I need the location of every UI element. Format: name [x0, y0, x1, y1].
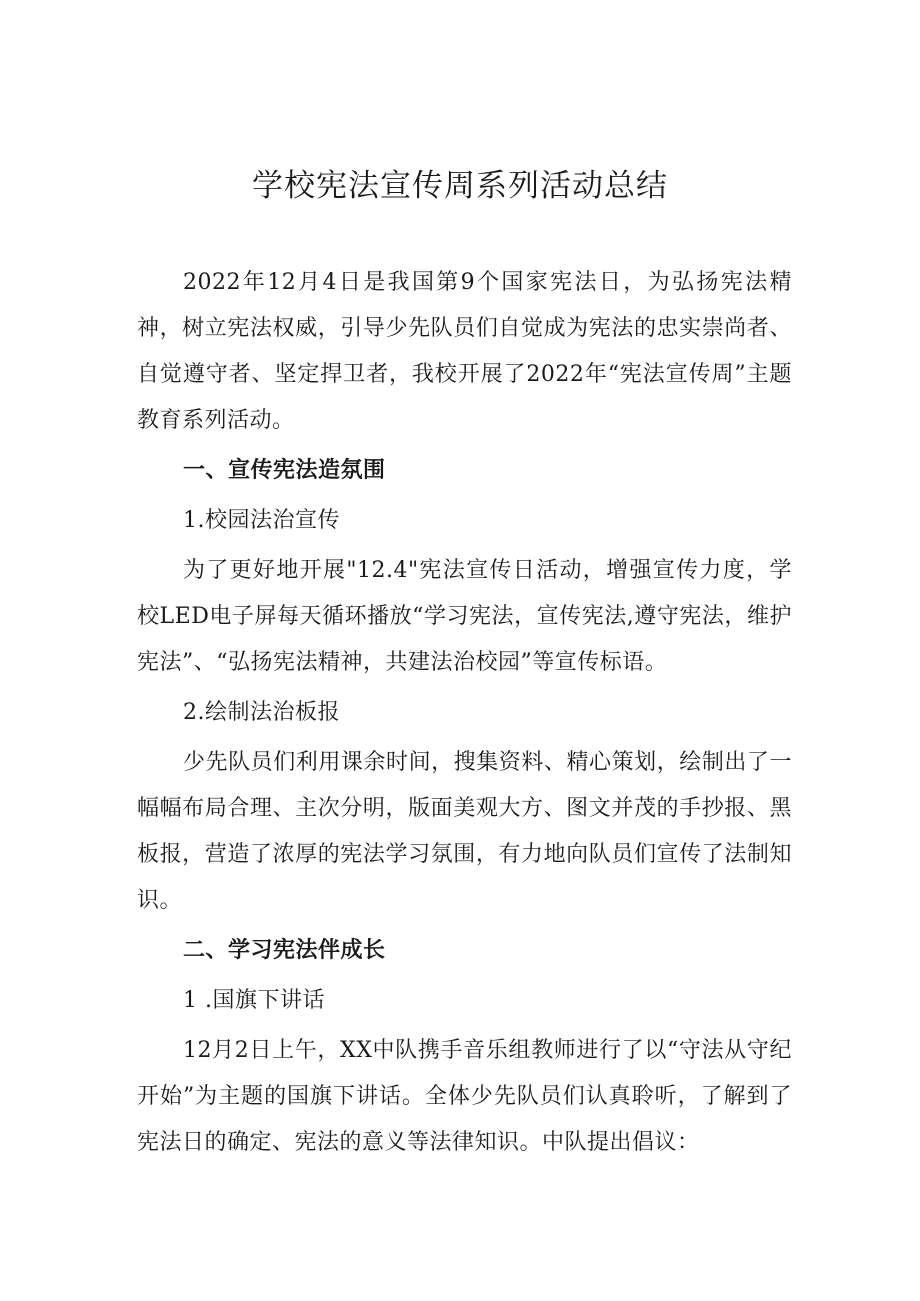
section1-sub2-title: 2.绘制法治板报: [183, 700, 340, 725]
intro-paragraph: 2022年12月4日是我国第9个国家宪法日，为弘扬宪法精神，树立宪法权威，引导少先队员们自觉成为宪法的忠实崇尚者、自觉遵守者、坚定捍卫者，我校开展了2022年“宪法宣传周”主题教育系列活动。: [137, 270, 792, 433]
section2-heading: 二、学习宪法伴成长: [183, 938, 386, 963]
section1-sub1-title: 1.校园法治宣传: [183, 508, 340, 533]
section1-sub1-paragraph: 为了更好地开展"12.4"宪法宣传日活动，增强宣传力度，学校LED电子屏每天循环播放“学习宪法，宣传宪法,遵守宪法，维护宪法”、“弘扬宪法精神，共建法治校园”等宣传标语。: [137, 558, 792, 675]
document-title: 学校宪法宣传周系列活动总结: [252, 168, 668, 204]
section2-sub1-paragraph: 12月2日上午，XX中队携手音乐组教师进行了以“守法从守纪开始”为主题的国旗下讲话。全体少先队员们认真聆听，了解到了宪法日的确定、宪法的意义等法律知识。中队提出倡议：: [137, 1038, 792, 1155]
document-body: [137, 260, 792, 1170]
section2-sub1-title: 1 .国旗下讲话: [183, 988, 325, 1013]
section1-sub2-paragraph: 少先队员们利用课余时间，搜集资料、精心策划，绘制出了一幅幅布局合理、主次分明，版面美观大方、图文并茂的手抄报、黑板报，营造了浓厚的宪法学习氛围，有力地向队员们宣传了法制知识。: [137, 750, 792, 913]
section1-heading: 一、宣传宪法造氛围: [183, 458, 386, 483]
